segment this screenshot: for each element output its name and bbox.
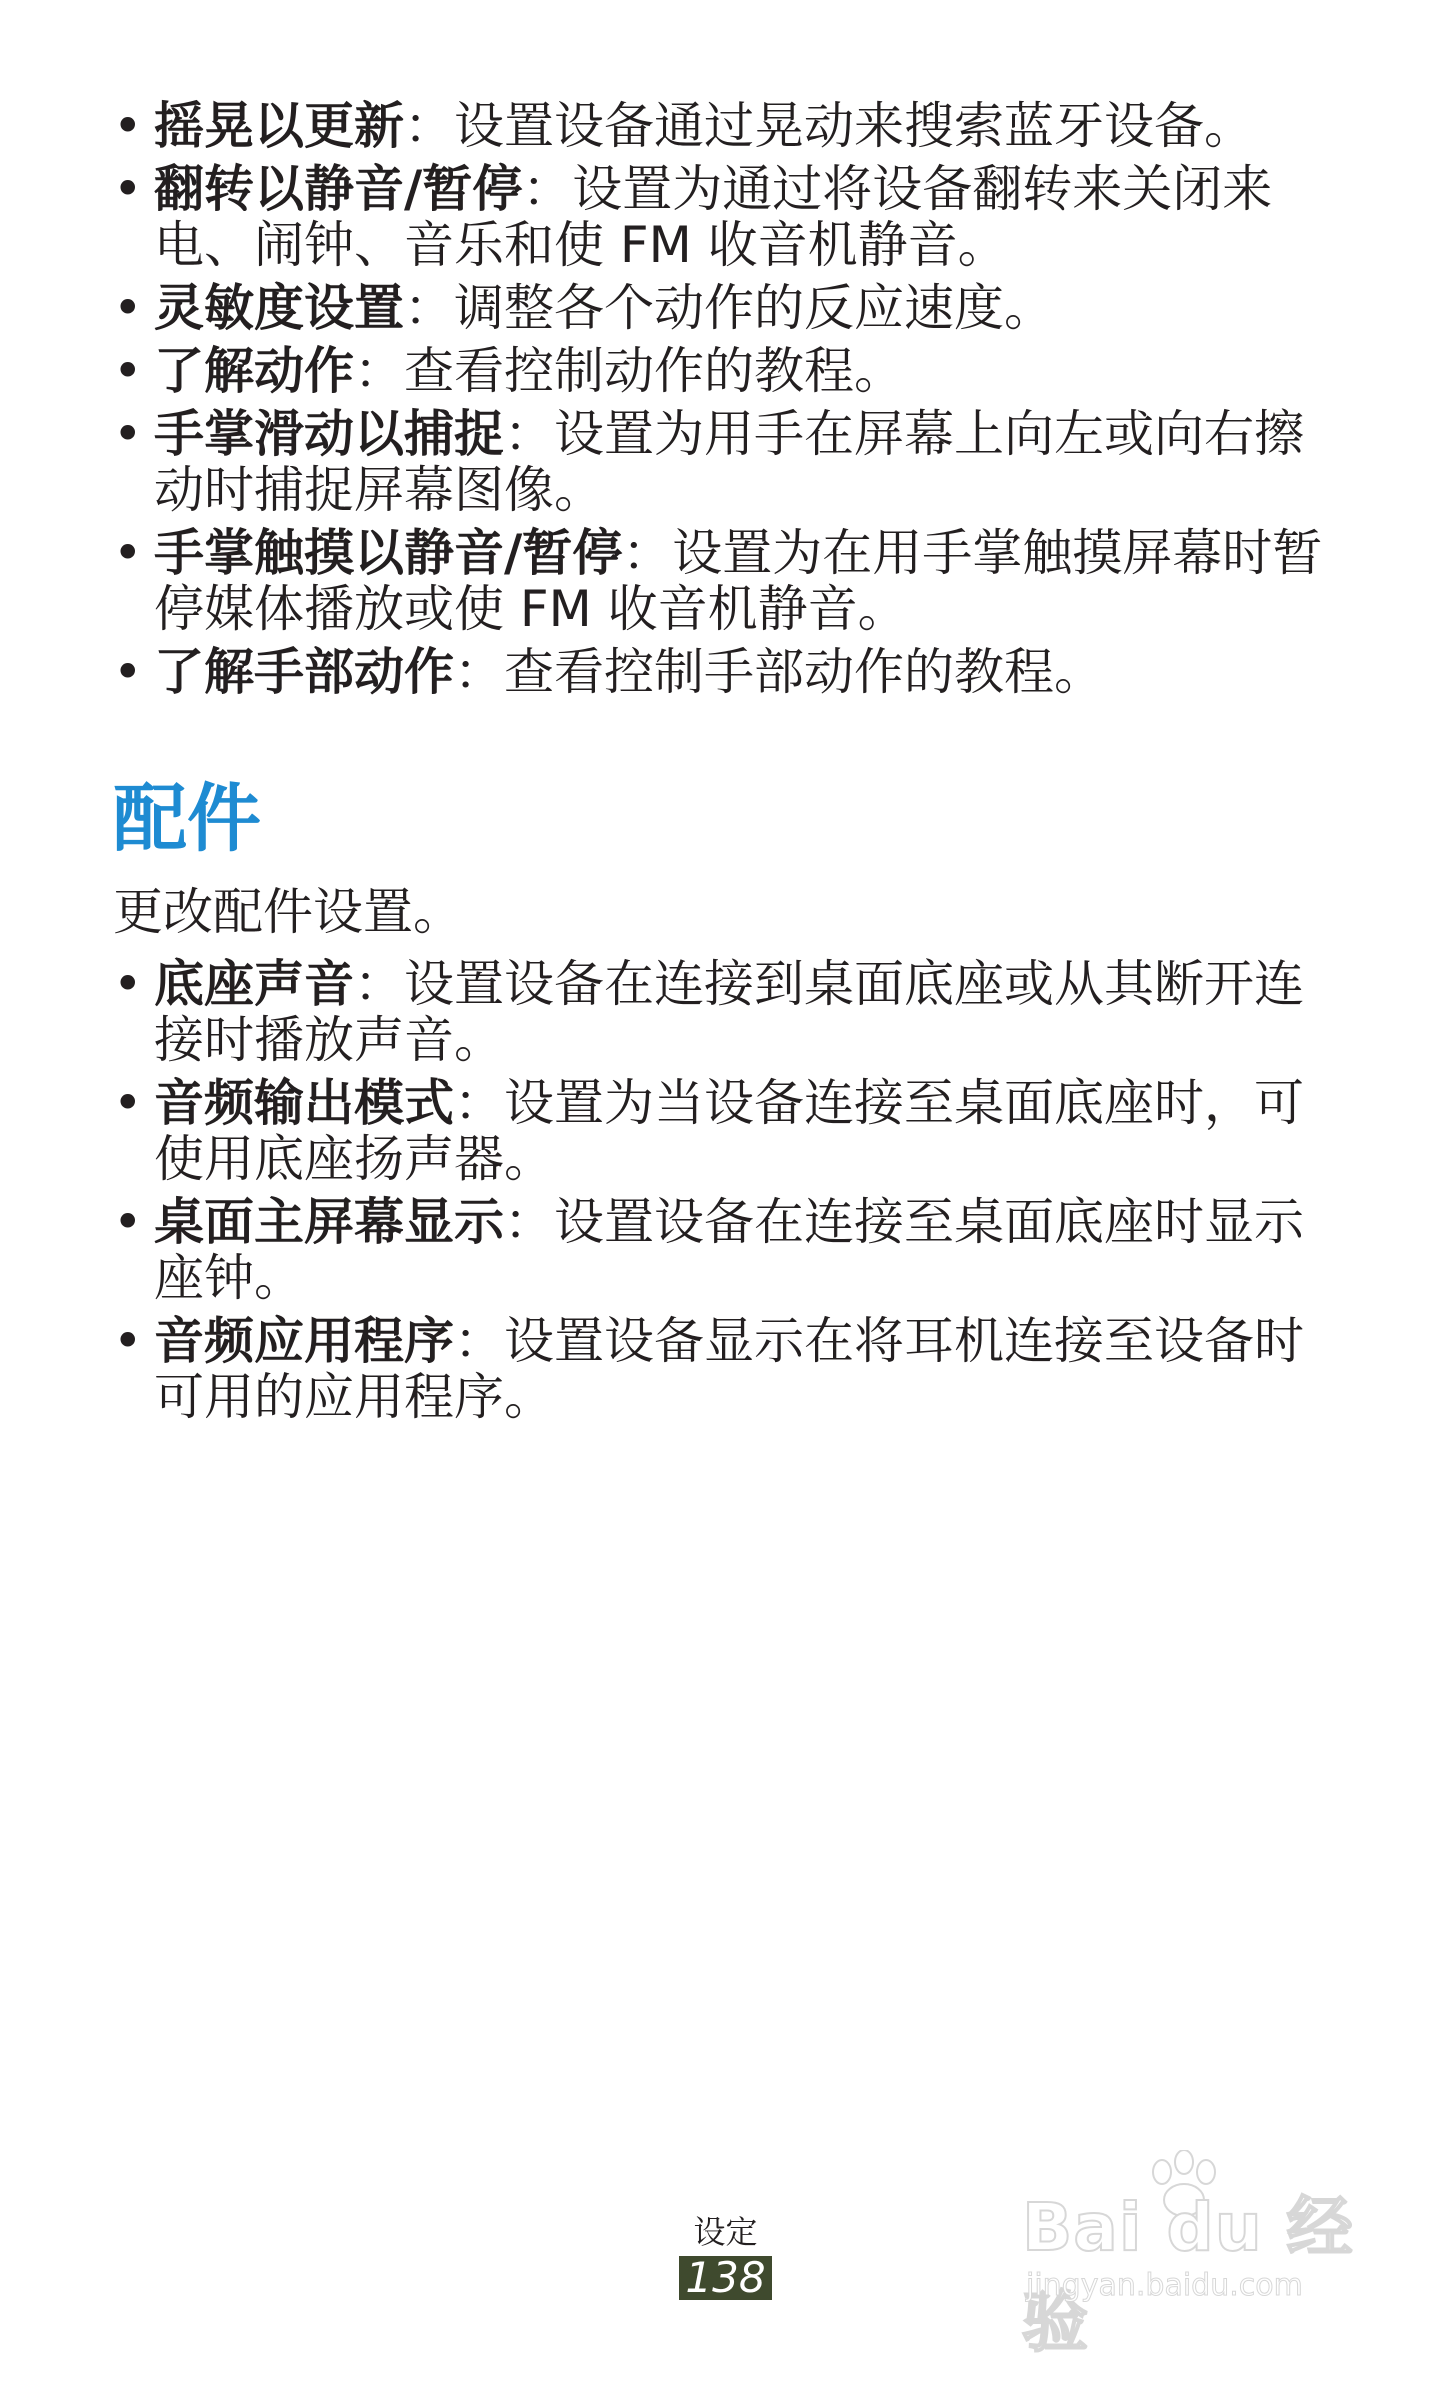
list-item bbox=[113, 406, 1343, 518]
list-item bbox=[113, 343, 1343, 399]
item-separator: ： bbox=[454, 643, 504, 701]
bullet-icon: • bbox=[113, 160, 143, 218]
item-description: 调整各个动作的反应速度。 bbox=[454, 279, 1054, 337]
item-term: 音频应用程序 bbox=[154, 1312, 454, 1370]
bullet-icon: • bbox=[113, 405, 143, 463]
item-term: 桌面主屏幕显示 bbox=[154, 1193, 504, 1251]
bullet-icon: • bbox=[113, 279, 143, 337]
list-item bbox=[113, 1075, 1343, 1187]
bullet-icon: • bbox=[113, 1193, 143, 1251]
list-item bbox=[113, 161, 1343, 273]
list-item bbox=[113, 98, 1343, 154]
item-term: 摇晃以更新 bbox=[154, 97, 404, 155]
item-description: 查看控制动作的教程。 bbox=[404, 342, 904, 400]
item-separator: ： bbox=[454, 1312, 504, 1370]
item-term: 音频输出模式 bbox=[154, 1074, 454, 1132]
section-intro: 更改配件设置。 bbox=[113, 883, 463, 941]
item-term: 了解手部动作 bbox=[154, 643, 454, 701]
item-description: 设置为当设备连接至桌面底座时，可使用底座扬声器。 bbox=[154, 1074, 1304, 1188]
item-term: 了解动作 bbox=[154, 342, 354, 400]
item-description: 设置为在用手掌触摸屏幕时暂停媒体播放或使 FM 收音机静音。 bbox=[154, 524, 1323, 638]
item-separator: ： bbox=[504, 405, 554, 463]
item-term: 灵敏度设置 bbox=[154, 279, 404, 337]
bullet-icon: • bbox=[113, 1312, 143, 1370]
list-item bbox=[113, 1194, 1343, 1306]
item-description: 设置为通过将设备翻转来关闭来电、闹钟、音乐和使 FM 收音机静音。 bbox=[154, 160, 1273, 274]
item-term: 手掌触摸以静音/暂停 bbox=[154, 524, 623, 582]
item-description: 设置设备通过晃动来搜索蓝牙设备。 bbox=[454, 97, 1254, 155]
accessory-settings-list bbox=[113, 956, 1343, 1425]
bullet-icon: • bbox=[113, 342, 143, 400]
bullet-icon: • bbox=[113, 643, 143, 701]
item-description: 设置设备显示在将耳机连接至设备时可用的应用程序。 bbox=[154, 1312, 1304, 1426]
item-term: 底座声音 bbox=[154, 955, 354, 1013]
item-separator: ： bbox=[522, 160, 573, 218]
item-separator: ： bbox=[454, 1074, 504, 1132]
item-separator: ： bbox=[504, 1193, 554, 1251]
item-term: 手掌滑动以捕捉 bbox=[154, 405, 504, 463]
footer-section-label: 设定 bbox=[693, 2213, 758, 2251]
item-separator: ： bbox=[622, 524, 673, 582]
baidu-jingyan-watermark bbox=[1022, 2150, 1362, 2361]
item-description: 设置为用手在屏幕上向左或向右擦动时捕捉屏幕图像。 bbox=[154, 405, 1304, 519]
page-number-badge: 138 bbox=[679, 2256, 771, 2300]
bullet-icon: • bbox=[113, 97, 143, 155]
item-separator: ： bbox=[404, 97, 454, 155]
watermark-url: jingyan.baidu.com bbox=[1026, 2268, 1303, 2303]
list-item bbox=[113, 1313, 1343, 1425]
watermark-logo-text: Bai du 经验 bbox=[1022, 2189, 1354, 2361]
list-item bbox=[113, 644, 1343, 700]
item-separator: ： bbox=[404, 279, 454, 337]
item-description: 设置设备在连接到桌面底座或从其断开连接时播放声音。 bbox=[154, 955, 1304, 1069]
list-item bbox=[113, 280, 1343, 336]
item-term: 翻转以静音/暂停 bbox=[154, 160, 523, 218]
section-title-accessories: 配件 bbox=[113, 776, 261, 862]
bullet-icon: • bbox=[113, 524, 143, 582]
motion-settings-list bbox=[113, 98, 1343, 700]
bullet-icon: • bbox=[113, 1074, 143, 1132]
item-description: 查看控制手部动作的教程。 bbox=[504, 643, 1104, 701]
list-item bbox=[113, 525, 1343, 637]
item-description: 设置设备在连接至桌面底座时显示座钟。 bbox=[154, 1193, 1304, 1307]
list-item bbox=[113, 956, 1343, 1068]
bullet-icon: • bbox=[113, 955, 143, 1013]
item-separator: ： bbox=[354, 955, 404, 1013]
document-content bbox=[113, 98, 1343, 1432]
item-separator: ： bbox=[354, 342, 404, 400]
